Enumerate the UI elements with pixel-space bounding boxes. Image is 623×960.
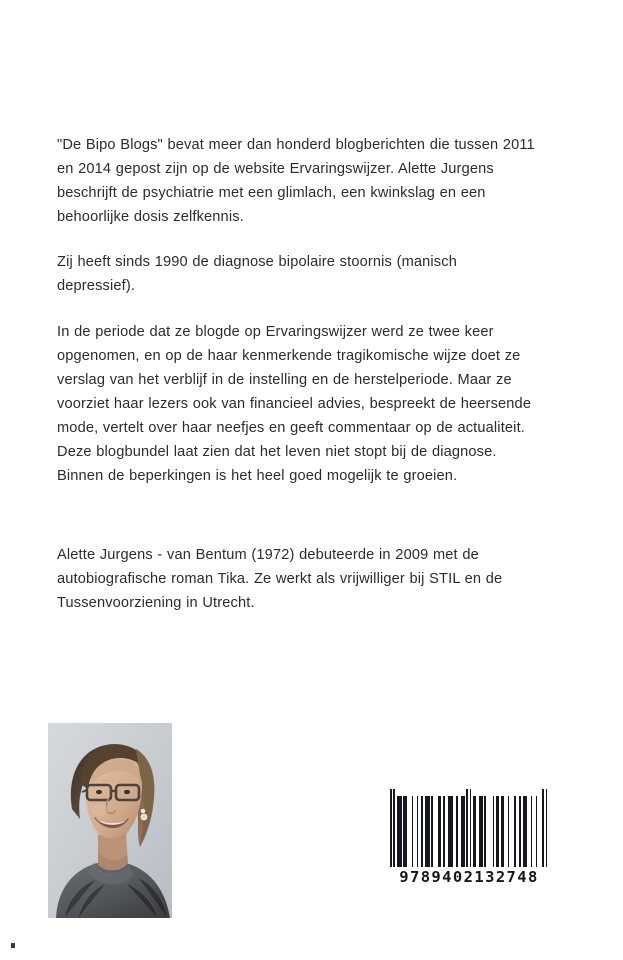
barcode-module	[546, 789, 548, 867]
scan-artifact-speck	[11, 943, 15, 948]
isbn-barcode	[384, 783, 554, 890]
author-photo	[48, 723, 172, 918]
author-photo-illustration	[48, 723, 172, 918]
blurb-paragraph-2: Zij heeft sinds 1990 de diagnose bipolaire stoornis (manisch depressief).	[57, 254, 457, 295]
barcode-bars	[390, 789, 548, 867]
blurb-text-block	[57, 133, 535, 616]
barcode-digits: 9789402132748	[399, 868, 539, 886]
author-bio-paragraph: Alette Jurgens - van Bentum (1972) debuteerde in 2009 met de autobiografische roman Tika. Ze werkt als vrijwilliger bij STIL en de Tussenvoorziening in Utrecht.	[57, 547, 503, 612]
blurb-paragraph-1: "De Bipo Blogs" bevat meer dan honderd blogberichten die tussen 2011 en 2014 gepost zijn op de website Ervaringswijzer. Alette Jurgens beschrijft de psychiatrie met een glimlach, een kwinkslag en een behoorlijke dosis zelfkennis.	[57, 137, 535, 226]
blurb-paragraph-3: In de periode dat ze blogde op Ervaringswijzer werd ze twee keer opgenomen, en op de haar kenmerkende tragikomische wijze doet ze verslag van het verblijf in de instelling en de herstelperiode. Maar ze voorziet haar lezers ook van financieel advies, bespreekt de heersende mode, vertelt over haar neefjes en geeft commentaar op de actualiteit. Deze blogbundel laat zien dat het leven niet stopt bij de diagnose. Binnen de beperkingen is het heel goed mogelijk te groeien.	[57, 323, 532, 485]
